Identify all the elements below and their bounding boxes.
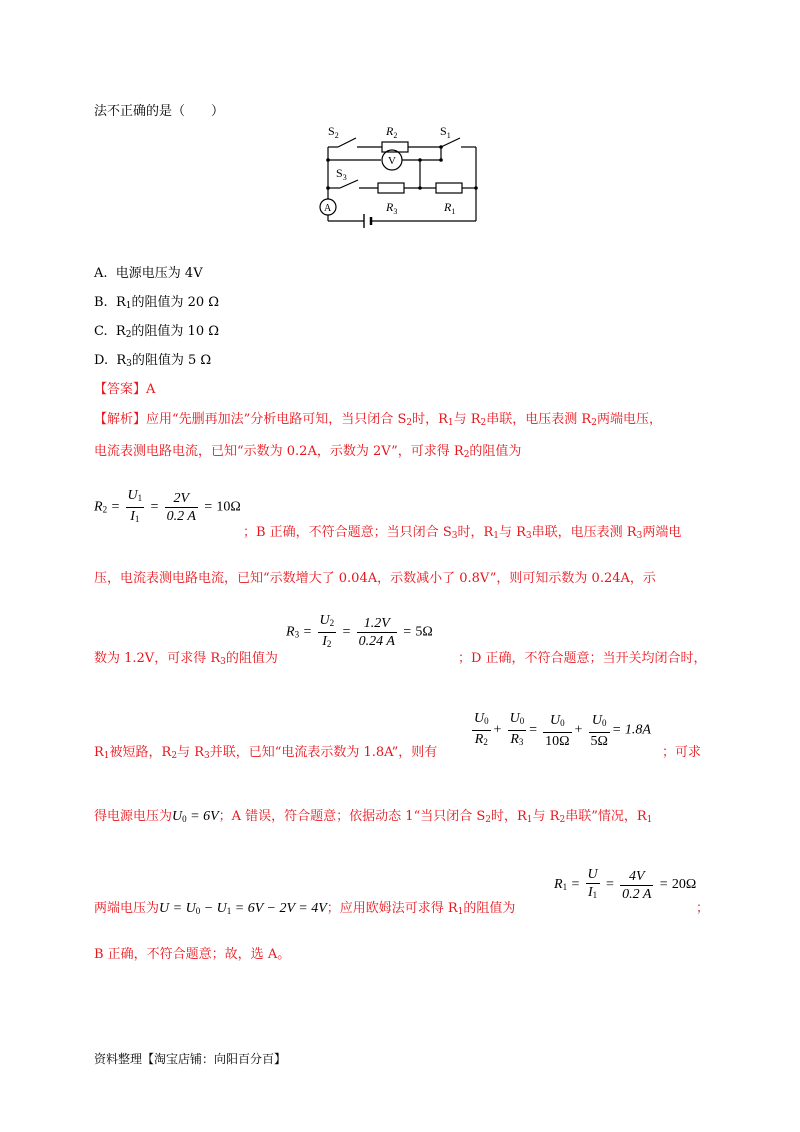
option-b: B. $R_1$的阻值为 20 Ω xyxy=(94,295,220,311)
analysis-line-5b: ；D 正确，不符合题意；当开关均闭合时， xyxy=(458,651,707,666)
label-s1: $S_1$ xyxy=(440,124,451,140)
analysis-line-1: 【解析】应用“先删再加法”分析电路可知，当只闭合 $S_2$时，$R_1$与 $R_2$串联，电压表测 $R_2$两端电压， xyxy=(94,412,662,428)
option-c: C. $R_2$的阻值为 10 Ω xyxy=(94,324,220,340)
option-d: D. $R_3$的阻值为 5 Ω xyxy=(94,353,212,369)
formula-r1: $R_1$ = $\frac{U}{I_1}$ = $\frac{4V}{0.2 A}$ = 20Ω xyxy=(554,867,697,902)
analysis-line-8a: 两端电压为$U = U_0 - U_1 = 6V - 2V = 4V$；应用欧姆法可求得 $R_1$的阻值为 xyxy=(94,901,516,917)
label-r3: $R_3$ xyxy=(386,200,398,216)
analysis-line-5a: 数为 1.2V，可求得 $R_3$的阻值为 xyxy=(94,651,278,667)
analysis-line-3: ；B 正确，不符合题意；当只闭合 $S_3$时，$R_1$与 $R_3$串联，电压表测 $R_3$两端电 xyxy=(243,525,682,541)
ammeter-symbol: A xyxy=(324,203,332,214)
formula-current-sum: $\frac{U_0}{R_2}$ + $\frac{U_0}{R_3}$ = $\frac{U_0}{10\Omega}$ + $\frac{U_0}{5\Omega}$ = 1.8A xyxy=(474,711,651,749)
question-stem: 法不正确的是（ ） xyxy=(94,104,225,119)
label-r2: $R_2$ xyxy=(386,124,398,140)
formula-u: $U = U_0 - U_1 = 6V - 2V = 4V$ xyxy=(159,901,327,916)
label-r1: $R_1$ xyxy=(444,200,456,216)
analysis-line-4: 压，电流表测电路电流，已知“示数增大了 0.04A，示数减小了 0.8V”，则可知示数为 0.24A，示 xyxy=(94,571,656,586)
option-a: A. 电源电压为 4V xyxy=(94,266,203,281)
analysis-line-6a: $R_1$被短路，$R_2$与 $R_3$并联，已知“电流表示数为 1.8A”，则有 xyxy=(94,745,438,761)
analysis-line-9: B 正确，不符合题意；故，选 A。 xyxy=(94,947,291,962)
label-s2: $S_2$ xyxy=(328,124,339,140)
formula-r3: $R_3$ = $\frac{U_2}{I_2}$ = $\frac{1.2V}{0.24 A}$ = 5Ω xyxy=(286,613,433,649)
circuit-diagram xyxy=(310,120,495,232)
formula-u0: $U_0 = 6V$ xyxy=(172,809,219,824)
label-s3: $S_3$ xyxy=(336,166,347,182)
analysis-line-8b: ； xyxy=(696,901,710,916)
answer: 【答案】A xyxy=(94,382,156,397)
voltmeter-symbol: V xyxy=(388,155,396,167)
footer: 资料整理【淘宝店铺：向阳百分百】 xyxy=(94,1052,287,1066)
formula-r2: $R_2$ = $\frac{U_1}{I_1}$ = $\frac{2V}{0.2 A}$ = 10Ω xyxy=(94,488,241,524)
analysis-line-2: 电流表测电路电流，已知“示数为 0.2A，示数为 2V”，可求得 $R_2$的阻值为 xyxy=(94,444,522,460)
analysis-line-6b: ；可求 xyxy=(662,745,702,760)
analysis-line-7: 得电源电压为$U_0 = 6V$；A 错误，符合题意；依据动态 1“当只闭合 $S_2$时，$R_1$与 $R_2$串联”情况，$R_1$ xyxy=(94,809,653,825)
